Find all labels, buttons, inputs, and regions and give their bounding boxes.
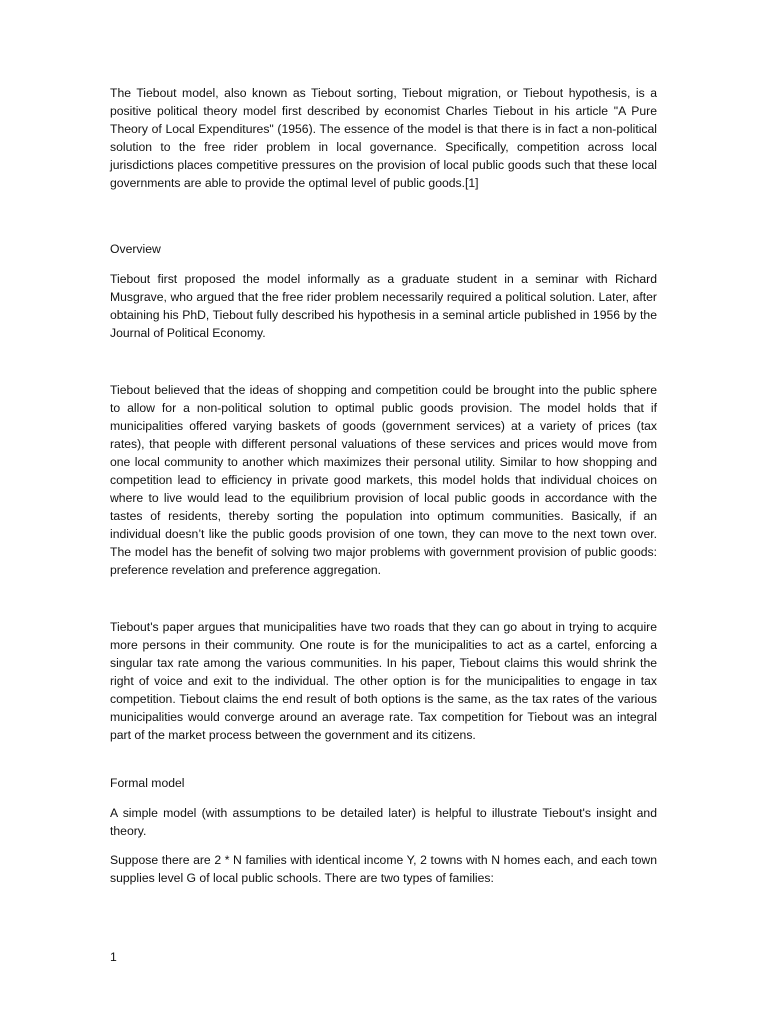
formal-model-heading: Formal model (110, 776, 185, 790)
overview-paragraph-2: Tiebout believed that the ideas of shopping and competition could be brought into the public sphere to allow for a non-political solution to optimal public goods provision. The model holds that if municipalities offered varying baskets of goods (government services) at a variety of prices (tax rates), that people with different personal valuations of these services and prices would move from one local community to another which maximizes their personal utility. Similar to how shopping and competition lead to efficiency in private good markets, this model holds that individual choices on where to live would lead to the equilibrium provision of local public goods in accordance with the tastes of residents, thereby sorting the population into optimum communities. Basically, if an individual doesn’t like the public goods provision of one town, they can move to the next town over. The model has the benefit of solving two major problems with government provision of public goods: preference revelation and preference aggregation. (110, 383, 657, 577)
page-number: 1 (110, 950, 117, 964)
overview-paragraph-1: Tiebout first proposed the model informally as a graduate student in a seminar with Richard Musgrave, who argued that the free rider problem necessarily required a political solution. Later, after obtaining his PhD, Tiebout fully described his hypothesis in a seminal article published in 1956 by the Journal of Political Economy. (110, 272, 657, 340)
intro-paragraph: The Tiebout model, also known as Tiebout sorting, Tiebout migration, or Tiebout hypothesis, is a positive political theory model first described by economist Charles Tiebout in his article "A Pure Theory of Local Expenditures" (1956). The essence of the model is that there is in fact a non-political solution to the free rider problem in local governance. Specifically, competition across local jurisdictions places competitive pressures on the provision of local public goods such that these local governments are able to provide the optimal level of public goods.[1] (110, 86, 657, 190)
formal-model-paragraph-2: Suppose there are 2 * N families with identical income Y, 2 towns with N homes each, and each town supplies level G of local public schools. There are two types of families: (110, 853, 657, 885)
overview-heading: Overview (110, 242, 161, 256)
formal-model-paragraph-1: A simple model (with assumptions to be detailed later) is helpful to illustrate Tiebout's insight and theory. (110, 806, 657, 838)
document-page (110, 84, 657, 887)
overview-paragraph-3: Tiebout's paper argues that municipalities have two roads that they can go about in trying to acquire more persons in their community. One route is for the municipalities to act as a cartel, enforcing a singular tax rate among the various communities. In his paper, Tiebout claims this would shrink the right of voice and exit to the individual. The other option is for the municipalities to engage in tax competition. Tiebout claims the end result of both options is the same, as the tax rates of the various municipalities would converge around an average rate. Tax competition for Tiebout was an integral part of the market process between the government and its citizens. (110, 620, 657, 742)
